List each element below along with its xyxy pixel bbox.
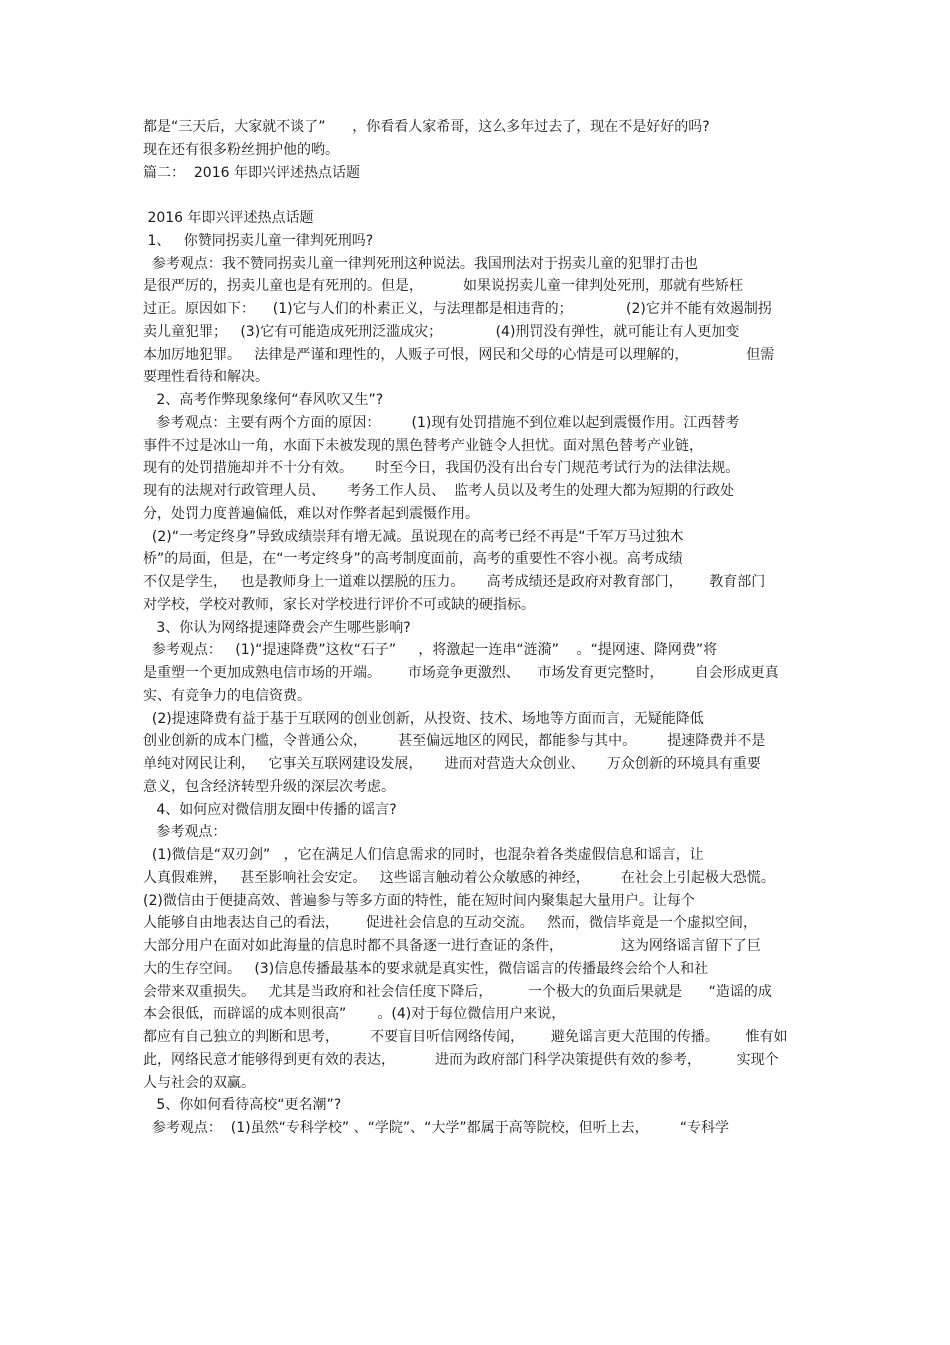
text-line — [143, 184, 813, 207]
text-line: 1、 你赞同拐卖儿童一律判死刑吗? — [143, 232, 374, 249]
text-line: 大部分用户在面对如此海量的信息时都不具备逐一进行查证的条件， 这为网络谣言留下了巨 — [143, 938, 761, 954]
text-line: 本会很低，而辟谣的成本则很高” 。(4)对于每位微信用户来说， — [143, 1006, 566, 1023]
text-line: 现有的处罚措施却并不十分有效。 时至今日，我国仍没有出台专门规范考试行为的法律法规。 — [143, 460, 740, 477]
text-line: 参考观点：主要有两个方面的原因： (1)现有处罚措施不到位难以起到震慑作用。江西替考 — [143, 414, 740, 431]
text-line: 2、高考作弊现象缘何“春风吹又生”? — [143, 392, 384, 408]
text-line: 5、你如何看待高校“更名潮”? — [143, 1097, 342, 1114]
text-line: 3、你认为网络提速降费会产生哪些影响? — [143, 619, 411, 636]
text-line: 参考观点： (1)虽然“专科学校” 、“学院”、“大学”都属于高等院校，但听上去， “专科学 — [143, 1120, 730, 1136]
text-line: 分，处罚力度普遍偏低，难以对作弊者起到震慑作用。 — [143, 505, 479, 522]
text-line: 是很严厉的，拐卖儿童也是有死刑的。但是， 如果说拐卖儿童一律判处死刑，那就有些矫枉 — [143, 278, 744, 295]
text-line: 参考观点：我不赞同拐卖儿童一律判死刑这种说法。我国刑法对于拐卖儿童的犯罪打击也 — [143, 255, 698, 272]
text-line: 现在还有很多粉丝拥护他的哟。 — [143, 141, 339, 158]
text-line: (2)提速降费有益于基于互联网的创业创新，从投资、技术、场地等方面而言，无疑能降低 — [143, 710, 704, 727]
text-line: 人能够自由地表达自己的看法， 促进社会信息的互动交流。 然而，微信毕竟是一个虚拟空间， — [143, 915, 758, 932]
text-line: 大的生存空间。 (3)信息传播最基本的要求就是真实性，微信谣言的传播最终会给个人和社 — [143, 960, 709, 977]
text-line: (1)微信是“双刃剑” ，它在满足人们信息需求的同时，也混杂着各类虚假信息和谣言，让 — [143, 847, 704, 863]
text-line: 创业创新的成本门槛，令普通公众， 甚至偏远地区的网民，都能参与其中。 提速降费并不是 — [143, 733, 766, 750]
text-line: 过正。原因如下： (1)它与人们的朴素正义，与法理都是相违背的； (2)它并不能有效遏制拐 — [143, 301, 772, 317]
document-body — [143, 116, 813, 1140]
text-line: 此，网络民意才能够得到更有效的表达， 进而为政府部门科学决策提供有效的参考， 实现个 — [143, 1051, 779, 1068]
text-line: 桥”的局面，但是，在“一考定终身”的高考制度面前，高考的重要性不容小视。高考成绩 — [143, 551, 683, 568]
text-line: 单纯对网民让利， 它事关互联网建设发展， 进而对营造大众创业、 万众创新的环境具有重要 — [143, 756, 761, 772]
text-line: 人真假难辨， 甚至影响社会安定。 这些谣言触动着公众敏感的神经， 在社会上引起极大恐慌。 — [143, 869, 775, 886]
text-line: 会带来双重损失。 尤其是当政府和社会信任度下降后， 一个极大的负面后果就是 “造谣的成 — [143, 983, 772, 1000]
text-line: 都应有自己独立的判断和思考， 不要盲目听信网络传闻， 避免谣言更大范围的传播。 惟有如 — [143, 1029, 788, 1045]
text-line: 卖儿童犯罪； (3)它有可能造成死刑泛滥成灾； (4)刑罚没有弹性，就可能让有人更加变 — [143, 323, 740, 340]
text-line: 4、如何应对微信朋友圈中传播的谣言? — [143, 801, 397, 818]
text-line: 对学校，学校对教师，家长对学校进行评价不可或缺的硬指标。 — [143, 596, 535, 613]
text-line: 参考观点： (1)“提速降费”这枚“石子” ，将激起一连串“涟漪” 。“提网速、降网费”将 — [143, 642, 718, 659]
text-line: 篇二： 2016 年即兴评述热点话题 — [143, 164, 360, 181]
text-line: 事件不过是冰山一角，水面下未被发现的黑色替考产业链令人担忧。面对黑色替考产业链， — [143, 437, 703, 454]
text-line: 参考观点： — [143, 824, 227, 841]
text-line: (2)“一考定终身”导致成绩崇拜有增无减。虽说现在的高考已经不再是“千军万马过独木 — [143, 528, 684, 545]
text-line: 都是“三天后，大家就不谈了” ，你看看人家希哥，这么多年过去了，现在不是好好的吗? — [143, 119, 710, 135]
text-line: 本加厉地犯罪。 法律是严谨和理性的，人贩子可恨，网民和父母的心情是可以理解的， 但需 — [143, 346, 775, 363]
text-line: 人与社会的双赢。 — [143, 1074, 255, 1091]
text-line: 现有的法规对行政管理人员、 考务工作人员、 监考人员以及考生的处理大都为短期的行政处 — [143, 483, 735, 499]
text-line: 不仅是学生， 也是教师身上一道难以摆脱的压力。 高考成绩还是政府对教育部门， 教育部门 — [143, 574, 766, 590]
text-line: 要理性看待和解决。 — [143, 369, 269, 386]
text-line: 实、有竞争力的电信资费。 — [143, 687, 311, 704]
text-line: 意义，包含经济转型升级的深层次考虑。 — [143, 778, 395, 795]
text-line: (2)微信由于便捷高效、普遍参与等多方面的特性，能在短时间内聚集起大量用户。让每个 — [143, 892, 695, 909]
text-line: 2016 年即兴评述热点话题 — [143, 210, 314, 226]
text-line: 是重塑一个更加成熟电信市场的开端。 市场竞争更激烈、 市场发育更完整时， 自会形成更真 — [143, 665, 779, 681]
